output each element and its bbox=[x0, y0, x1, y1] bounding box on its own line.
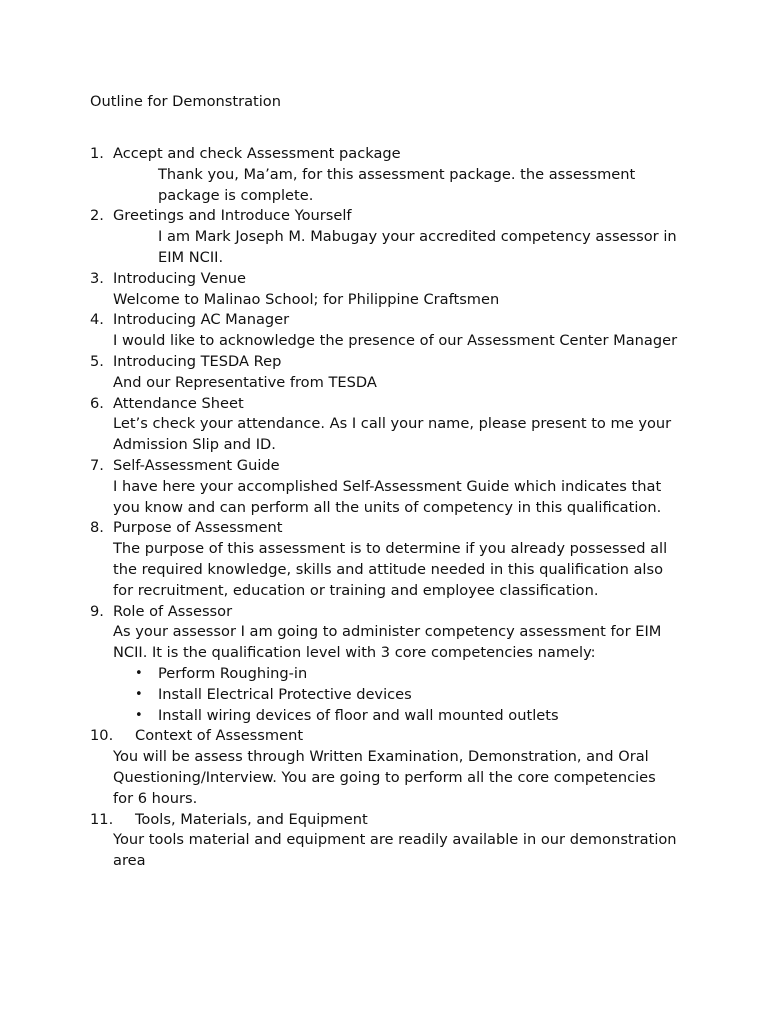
list-item-1 bbox=[90, 144, 690, 206]
list-item-5 bbox=[90, 352, 690, 394]
item-body: Welcome to Malinao School; for Philippine Craftsmen bbox=[113, 290, 500, 308]
item-number: 2. bbox=[90, 207, 104, 225]
item-heading: Self-Assessment Guide bbox=[113, 456, 280, 474]
bullet-item bbox=[135, 664, 690, 685]
list-item-3 bbox=[90, 269, 690, 311]
item-body: Your tools material and equipment are readily available in our demonstration area bbox=[113, 831, 677, 870]
item-heading: Greetings and Introduce Yourself bbox=[113, 207, 352, 225]
item-heading: Attendance Sheet bbox=[113, 394, 244, 412]
item-body: I would like to acknowledge the presence of our Assessment Center Manager bbox=[113, 332, 678, 350]
item-number: 11. bbox=[90, 810, 114, 828]
item-number: 8. bbox=[90, 519, 104, 537]
bullet-icon: • bbox=[135, 686, 143, 702]
list-item-6 bbox=[90, 394, 690, 456]
item-body: I have here your accomplished Self-Assessment Guide which indicates that you know and can perform all the units of competency in this qualification. bbox=[113, 477, 662, 516]
document-title: Outline for Demonstration bbox=[90, 93, 281, 110]
item-body: The purpose of this assessment is to determine if you already possessed all the required knowledge, skills and attitude needed in this qualification also for recruitment, education or training and employee classification. bbox=[113, 540, 668, 599]
item-number: 3. bbox=[90, 269, 104, 287]
bullet-icon: • bbox=[135, 665, 143, 681]
item-number: 6. bbox=[90, 394, 104, 412]
list-item-10 bbox=[90, 726, 690, 809]
item-heading: Introducing Venue bbox=[113, 269, 246, 287]
item-number: 5. bbox=[90, 352, 104, 370]
item-heading: Introducing AC Manager bbox=[113, 311, 290, 329]
item-heading: Introducing TESDA Rep bbox=[113, 352, 282, 370]
item-body: As your assessor I am going to administer competency assessment for EIM NCII. It is the qualification level with 3 core competencies namely: bbox=[113, 623, 662, 662]
item-body: Thank you, Ma’am, for this assessment package. the assessment package is complete. bbox=[158, 165, 636, 204]
bullet-text: Perform Roughing-in bbox=[158, 664, 308, 682]
competency-bullet-list bbox=[135, 664, 690, 726]
list-item-4 bbox=[90, 310, 690, 352]
item-heading: Tools, Materials, and Equipment bbox=[135, 810, 368, 828]
item-number: 10. bbox=[90, 727, 114, 745]
item-body: You will be assess through Written Examination, Demonstration, and Oral Questioning/Interview. You are going to perform all the core competencies for 6 hours. bbox=[113, 748, 656, 807]
item-heading: Accept and check Assessment package bbox=[113, 145, 401, 162]
item-heading: Role of Assessor bbox=[113, 602, 233, 620]
item-body: Let’s check your attendance. As I call your name, please present to me your Admission Slip and ID. bbox=[113, 415, 672, 454]
item-heading: Purpose of Assessment bbox=[113, 519, 283, 537]
bullet-item bbox=[135, 706, 690, 727]
item-number: 4. bbox=[90, 311, 104, 329]
bullet-text: Install Electrical Protective devices bbox=[158, 685, 412, 703]
list-item-11 bbox=[90, 810, 690, 872]
item-number: 1. bbox=[90, 145, 104, 162]
list-item-8 bbox=[90, 518, 690, 601]
list-item-7 bbox=[90, 456, 690, 518]
bullet-item bbox=[135, 685, 690, 706]
item-body: And our Representative from TESDA bbox=[113, 373, 377, 391]
bullet-text: Install wiring devices of floor and wall mounted outlets bbox=[158, 706, 559, 724]
item-number: 9. bbox=[90, 602, 104, 620]
item-body: I am Mark Joseph M. Mabugay your accredited competency assessor in EIM NCII. bbox=[158, 228, 677, 266]
item-number: 7. bbox=[90, 456, 104, 474]
list-item-9 bbox=[90, 602, 690, 727]
bullet-icon: • bbox=[135, 707, 143, 723]
item-heading: Context of Assessment bbox=[135, 727, 304, 745]
outline-list bbox=[90, 144, 690, 872]
list-item-2 bbox=[90, 206, 690, 268]
